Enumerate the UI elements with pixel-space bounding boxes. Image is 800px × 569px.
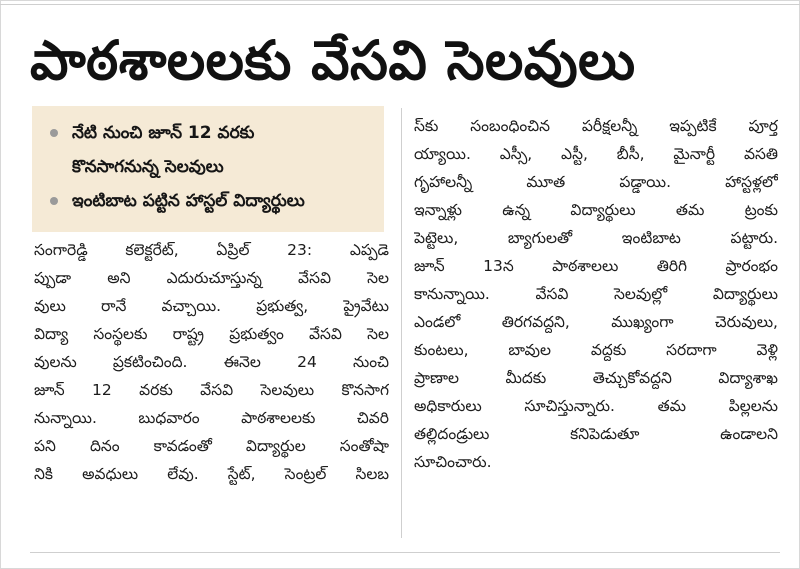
bullet-icon [50, 129, 58, 137]
body-line: నికి అవధులు లేవు. స్టేట్, సెంట్రల్ సిలబ [34, 465, 389, 483]
body-line: ప్రాణాల మీదకు తెచ్చుకోవద్దని విద్యాశాఖ [414, 369, 778, 387]
bullet-icon [50, 197, 58, 205]
bottom-rule [30, 552, 780, 553]
body-line: సంగారెడ్డి కలెక్టరేట్, ఏప్రిల్ 23: ఎప్పడె [34, 241, 389, 259]
column-divider [401, 108, 402, 538]
body-line: వులను ప్రకటించింది. ఈనెల 24 నుంచి [34, 353, 389, 371]
highlight-item [32, 184, 384, 218]
body-line: పని దినం కావడంతో విద్యార్థుల సంతోషా [34, 437, 389, 455]
body-line: వులు రానే వచ్చాయి. ప్రభుత్వ, ప్రైవేటు [34, 297, 389, 315]
body-line: అధికారులు సూచిస్తున్నారు. తమ పిల్లలను [414, 397, 778, 415]
body-line: స్‌కు సంబంధించిన పరీక్షలన్నీ ఇప్పటికే పూర్త [414, 117, 778, 135]
highlights-box [32, 106, 384, 232]
body-line: పెట్టెలు, బ్యాగులతో ఇంటిబాట పట్టారు. [414, 229, 778, 247]
body-line: కానున్నాయి. వేసవి సెలవుల్లో విద్యార్థులు [414, 285, 778, 303]
body-line: తల్లిదండ్రులు కనిపెడుతూ ఉండాలని [414, 425, 778, 443]
body-line: కుంటలు, బావుల వద్దకు సరదాగా వెళ్లి [414, 341, 778, 359]
body-line: విద్యా సంస్థలకు రాష్ట్ర ప్రభుత్వం వేసవి సెల [34, 325, 389, 343]
body-line: జూన్ 12 వరకు వేసవి సెలవులు కొనసాగ [34, 381, 389, 399]
highlight-item [32, 116, 384, 150]
highlight-line: ఇంటిబాట పట్టిన హాస్టల్ విద్యార్థులు [72, 191, 305, 211]
body-line: జూన్ 13న పాఠశాలలు తిరిగి ప్రారంభం [414, 257, 778, 275]
highlight-line: నేటి నుంచి జూన్ 12 వరకు [72, 123, 255, 143]
body-line: గృహాలన్నీ మూత పడ్డాయి. హాస్టళ్లలో [414, 173, 778, 191]
highlight-line: కొనసాగనున్న సెలవులు [72, 157, 224, 177]
body-line: సూచించారు. [414, 453, 492, 471]
headline: పాఠశాలలకు వేసవి సెలవులు [30, 29, 636, 92]
body-column-left [34, 236, 389, 488]
body-line: ఎండలో తిరగవద్దని, ముఖ్యంగా చెరువులు, [414, 313, 778, 331]
body-line: య్యాయి. ఎస్సీ, ఎస్టీ, బీసీ, మైనార్టీ వసతి [414, 145, 778, 163]
body-line: ఇన్నాళ్లు ఉన్న విద్యార్థులు తమ ట్రంకు [414, 201, 778, 219]
top-rule [0, 4, 800, 5]
body-column-right [414, 112, 778, 476]
body-line: ప్పుడా అని ఎదురుచూస్తున్న వేసవి సెల [34, 269, 389, 287]
body-line: నున్నాయి. బుధవారం పాఠశాలలకు చివరి [34, 409, 389, 427]
